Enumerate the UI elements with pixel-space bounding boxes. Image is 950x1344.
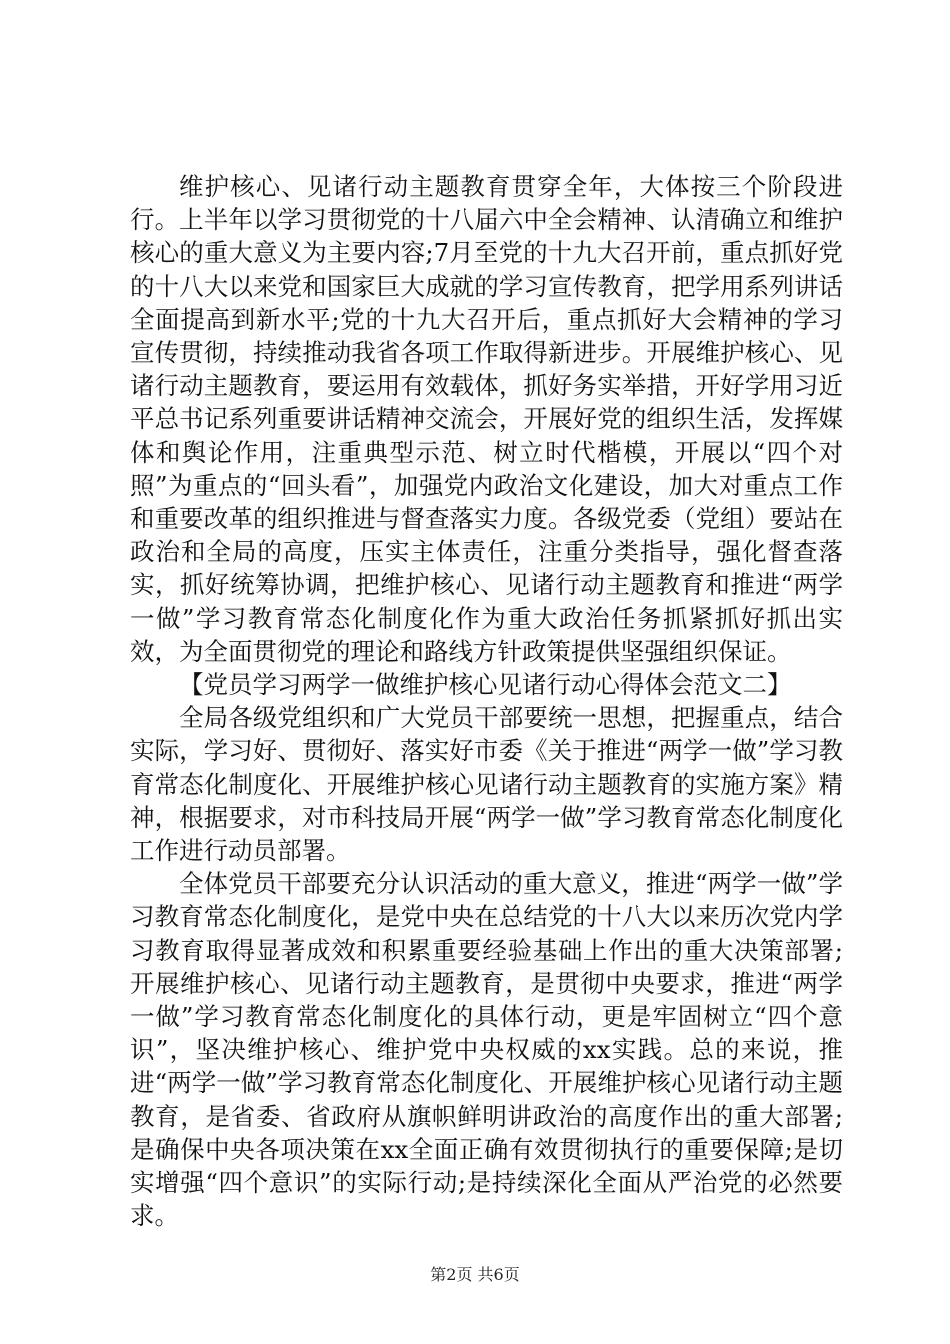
paragraph-1: 维护核心、见诸行动主题教育贯穿全年，大体按三个阶段进行。上半年以学习贯彻党的十八届六中全会精神、认清确立和维护核心的重大意义为主要内容;7月至党的十九大召开前，重点抓好党的十八大以来党和国家巨大成就的学习宣传教育，把学用系列讲话全面提高到新水平;党的十九大召开后，重点抓好大会精神的学习宣传贯彻，持续推动我省各项工作取得新进步。开展维护核心、见诸行动主题教育，要运用有效载体，抓好务实举措，开好学用习近平总书记系列重要讲话精神交流会，开展好党的组织生活，发挥媒体和舆论作用，注重典型示范、树立时代楷模，开展以“四个对照”为重点的“回头看”，加强党内政治文化建设，加大对重点工作和重要改革的组织推进与督查落实力度。各级党委（党组）要站在政治和全局的高度，压实主体责任，注重分类指导，强化督查落实，抓好统筹协调，把维护核心、见诸行动主题教育和推进“两学一做”学习教育常态化制度化作为重大政治任务抓紧抓好抓出实效，为全面贯彻党的理论和路线方针政策提供坚强组织保证。 [130, 172, 843, 666]
section-title: 【党员学习两学一做维护核心见诸行动心得体会范文二】 [179, 670, 792, 700]
paragraph-2: 全局各级党组织和广大党员干部要统一思想，把握重点，结合实际，学习好、贯彻好、落实好市委《关于推进“两学一做”学习教育常态化制度化、开展维护核心见诸行动主题教育的实施方案》精神，根据要求，对市科技局开展“两学一做”学习教育常态化制度化工作进行动员部署。 [130, 703, 843, 866]
page-number: 第2页 共6页 [430, 1265, 520, 1284]
document-body [130, 170, 843, 1233]
paragraph-3: 全体党员干部要充分认识活动的重大意义，推进“两学一做”学习教育常态化制度化，是党中央在总结党的十八大以来历次党内学习教育取得显著成效和积累重要经验基础上作出的重大决策部署;开展维护核心、见诸行动主题教育，是贯彻中央要求，推进“两学一做”学习教育常态化制度化的具体行动，更是牢固树立“四个意识”，坚决维护核心、维护党中央权威的xx实践。总的来说，推进“两学一做”学习教育常态化制度化、开展维护核心见诸行动主题教育，是省委、省政府从旗帜鲜明讲政治的高度作出的重大部署;是确保中央各项决策在xx全面正确有效贯彻执行的重要保障;是切实增强“四个意识”的实际行动;是持续深化全面从严治党的必然要求。 [130, 869, 843, 1231]
